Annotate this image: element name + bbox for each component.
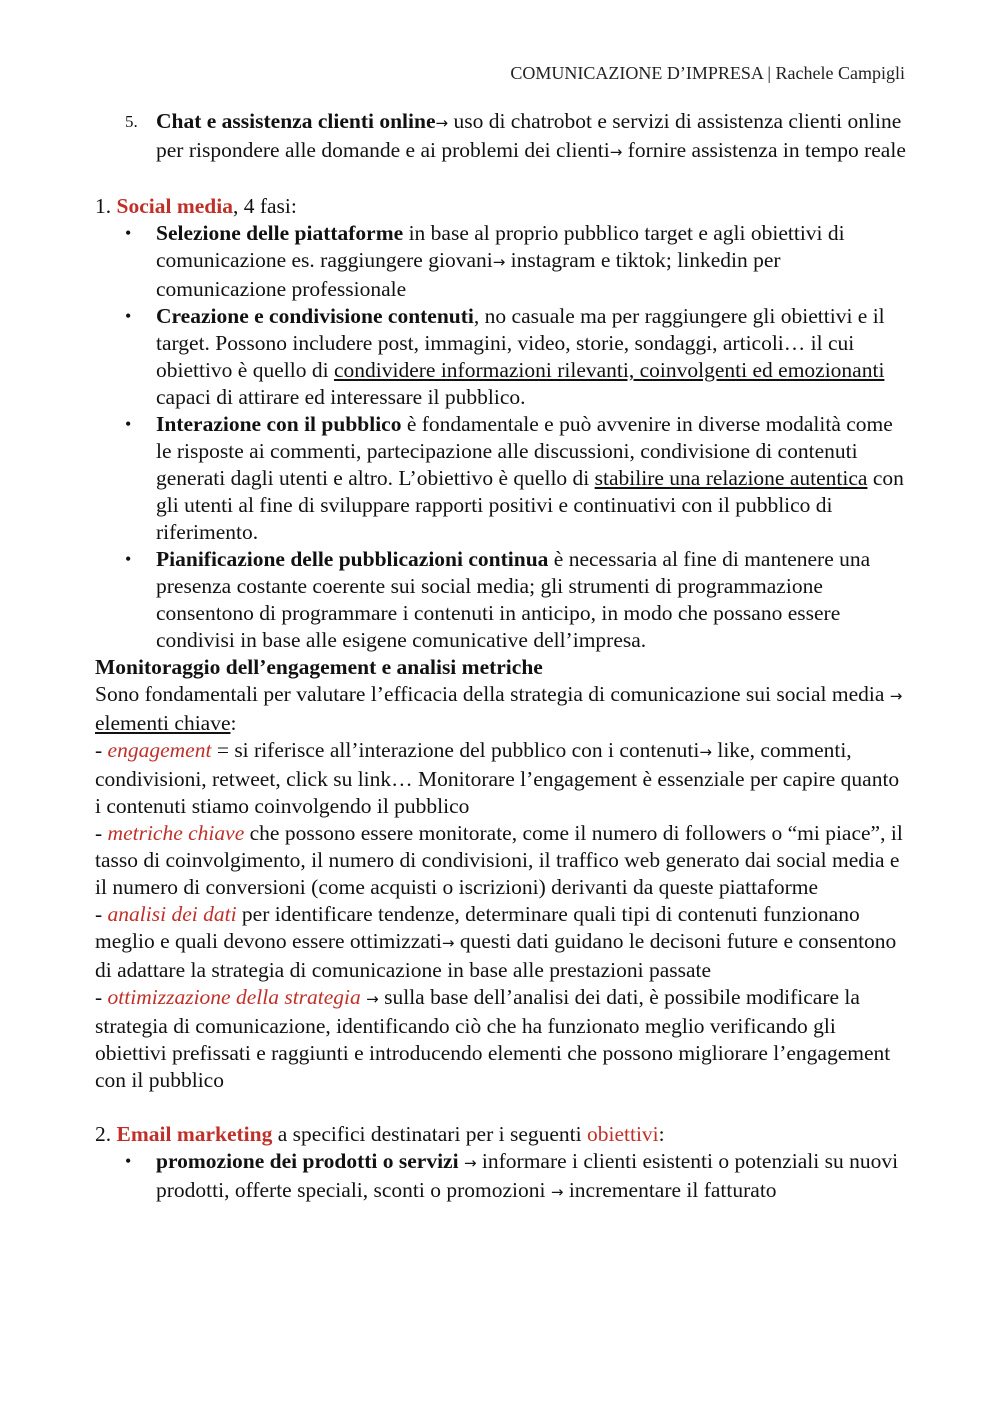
paragraph-monitoraggio-intro [95, 681, 907, 737]
paragraph-analisi-dati [95, 901, 907, 984]
bullet-title: Pianificazione delle pubblicazioni continua [156, 547, 549, 571]
blank-line [95, 1094, 907, 1121]
section-title: Email marketing [116, 1122, 273, 1146]
dash: - [95, 738, 108, 762]
bullet-text: è necessaria al fine di mantenere una presenza costante coerente sui social media; gli strumenti di programmazione consentono di programmare i contenuti in anticipo, in modo che possano essere condivisi in base alle esigene comunicative dell’impresa. [156, 547, 871, 652]
list-number: 5. [125, 112, 138, 131]
paragraph-text: Sono fondamentali per valutare l’efficacia della strategia di comunicazione sui social media [95, 682, 890, 706]
underlined-text: condividere informazioni rilevanti, coinvolgenti ed emozionanti [333, 358, 885, 382]
section-text: a specifici destinatari per i seguenti [272, 1122, 587, 1146]
item-title: Chat e assistenza clienti online [156, 109, 436, 133]
arrow-icon: → [550, 1183, 564, 1201]
bullet-text: , no casuale ma per raggiungere gli obiettivi e il target. Possono includere post, immagini, video, storie, sondaggi, articoli… il cui obiettivo è quello di [156, 304, 885, 382]
bullet-icon: • [125, 306, 132, 326]
paragraph-text: questi dati guidano le decisoni future e consentono di adattare la strategia di comunicazione in base alle prestazioni passate [95, 929, 897, 982]
bullet-icon: • [125, 414, 132, 434]
item-text: uso di chatrobot e servizi di assistenza clienti online per rispondere alle domande e ai problemi dei clienti [156, 109, 902, 162]
bullet-text: instagram e tiktok; linkedin per comunicazione professionale [156, 248, 781, 301]
bullet-item-selezione [95, 220, 907, 303]
paragraph-text: : [230, 711, 237, 735]
paragraph-metriche-chiave [95, 820, 907, 901]
paragraph-text: like, commenti, condivisioni, retweet, click su link… Monitorare l’engagement è essenziale per capire quanto i contenuti stiamo coinvolgendo il pubblico [95, 738, 900, 818]
bullet-text: capaci di attirare ed interessare il pubblico. [156, 385, 526, 409]
bullet-title: promozione dei prodotti o servizi [156, 1149, 459, 1173]
paragraph-ottimizzazione [95, 984, 907, 1094]
list-item-chat-assistenza [95, 108, 907, 166]
arrow-icon: → [463, 1154, 477, 1172]
bullet-item-promozione [95, 1148, 907, 1206]
section-title: Social media [116, 194, 233, 218]
section-text: : [658, 1122, 665, 1146]
bullet-text: incrementare il fatturato [563, 1178, 777, 1202]
arrow-icon: → [889, 687, 903, 705]
paragraph-engagement [95, 737, 907, 820]
arrow-icon: → [492, 253, 506, 271]
underlined-text: stabilire una relazione autentica [594, 466, 868, 490]
arrow-icon: → [441, 934, 455, 952]
page-header: COMUNICAZIONE D’IMPRESA | Rachele Campigli [510, 63, 905, 83]
key-term: obiettivi [587, 1122, 659, 1146]
bullet-text: con gli utenti al fine di sviluppare rapporti positivi e continuativi con il pubblico di riferimento. [156, 466, 904, 544]
section-heading-social-media [95, 193, 907, 220]
key-term: engagement [107, 738, 212, 762]
key-term: ottimizzazione della strategia [107, 985, 361, 1009]
key-term: metriche chiave [107, 821, 245, 845]
blank-line [95, 166, 907, 193]
section-number: 1. [95, 194, 117, 218]
dash: - [95, 821, 108, 845]
bullet-icon: • [125, 223, 132, 243]
paragraph-text: per identificare tendenze, determinare quali tipi di contenuti funzionano meglio e quali devono essere ottimizzati [95, 902, 860, 953]
bullet-text: è fondamentale e può avvenire in diverse modalità come le risposte ai commenti, partecipazione alle discussioni, condivisione di contenuti generati dagli utenti e altro. L’obiettivo è quello di [156, 412, 893, 490]
bullet-icon: • [125, 1151, 132, 1171]
bullet-text: in base al proprio pubblico target e agli obiettivi di comunicazione es. raggiungere giovani [156, 221, 845, 272]
bullet-item-creazione [95, 303, 907, 411]
bullet-title: Interazione con il pubblico [156, 412, 402, 436]
section-heading-email-marketing [95, 1121, 907, 1148]
arrow-icon: → [366, 990, 379, 1008]
paragraph-text: sulla base dell’analisi dei dati, è possibile modificare la strategia di comunicazione, identificando ciò che ha funzionato meglio verificando gli obiettivi prefissati e raggiunti e introducendo elementi che possono migliorare l’engagement con il pubblico [95, 985, 891, 1092]
subheading-monitoraggio: Monitoraggio dell’engagement e analisi metriche [95, 655, 543, 679]
arrow-icon: → [435, 114, 449, 132]
underlined-text: elementi chiave [95, 711, 231, 735]
section-number: 2. [95, 1122, 117, 1146]
paragraph-text: che possono essere monitorate, come il numero di followers o “mi piace”, il tasso di coinvolgimento, il numero di condivisioni, il traffico web generato dai social media e il numero di conversioni (come acquisti o iscrizioni) derivanti da queste piattaforme [95, 821, 903, 899]
bullet-text: informare i clienti esistenti o potenziali su nuovi prodotti, offerte speciali, sconti o promozioni [156, 1149, 899, 1202]
arrow-icon: → [699, 743, 712, 761]
dash: - [95, 902, 108, 926]
bullet-title: Creazione e condivisione contenuti [156, 304, 474, 328]
item-text: fornire assistenza in tempo reale [622, 138, 906, 162]
bullet-title: Selezione delle piattaforme [156, 221, 404, 245]
bullet-icon: • [125, 549, 132, 569]
dash: - [95, 985, 108, 1009]
section-suffix: , 4 fasi: [232, 194, 297, 218]
bullet-item-interazione [95, 411, 907, 546]
paragraph-text: = si riferisce all’interazione del pubblico con i contenuti [211, 738, 700, 762]
arrow-icon: → [609, 143, 623, 161]
key-term: analisi dei dati [107, 902, 237, 926]
document-body [95, 108, 907, 1206]
bullet-item-pianificazione [95, 546, 907, 654]
